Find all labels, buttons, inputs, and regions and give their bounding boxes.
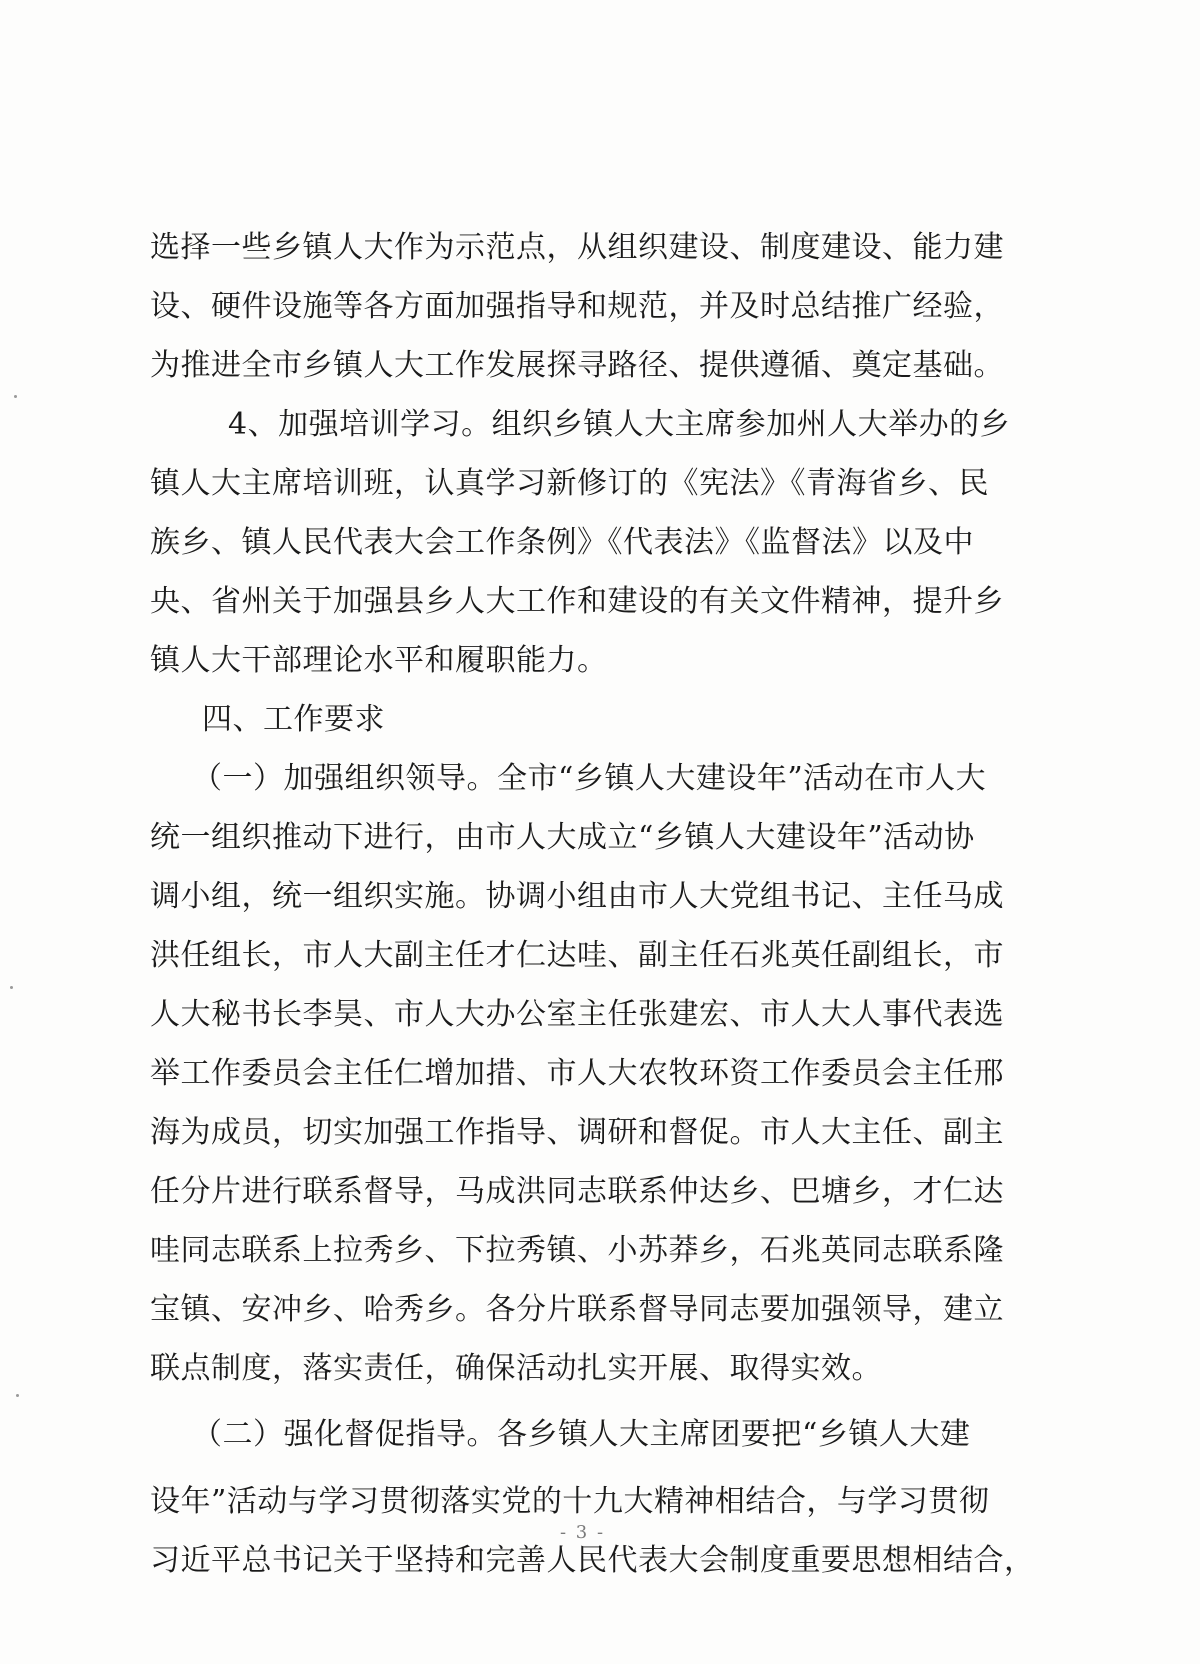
text-line: 海为成员，切实加强工作指导、调研和督促。市人大主任、副主	[150, 1115, 1004, 1150]
text-line: 设、硬件设施等各方面加强指导和规范，并及时总结推广经验，	[150, 289, 1004, 324]
text-line: 任分片进行联系督导，马成洪同志联系仲达乡、巴塘乡，才仁达	[150, 1174, 1004, 1209]
scan-speck	[14, 395, 17, 398]
section-heading-work-requirements: 四、工作要求	[202, 702, 385, 737]
text-line: 人大秘书长李昊、市人大办公室主任张建宏、市人大人事代表选	[150, 997, 1004, 1032]
text-line: 宝镇、安冲乡、哈秀乡。各分片联系督导同志要加强领导，建立	[150, 1292, 1004, 1327]
text-line: 镇人大干部理论水平和履职能力。	[150, 643, 608, 678]
text-line: 统一组织推动下进行，由市人大成立“乡镇人大建设年”活动协	[150, 820, 975, 855]
text-line: 选择一些乡镇人大作为示范点，从组织建设、制度建设、能力建	[150, 230, 1004, 265]
page-number: - 3 -	[560, 1522, 606, 1543]
text-line: 族乡、镇人民代表大会工作条例》《代表法》《监督法》以及中	[150, 525, 974, 560]
scan-speck	[10, 986, 13, 989]
section-item-4-heading: 4、加强培训学习。组织乡镇人大主席参加州人大举办的乡	[228, 407, 1011, 442]
text-line: 举工作委员会主任仁增加措、市人大农牧环资工作委员会主任邢	[150, 1056, 1004, 1091]
document-body	[150, 218, 1035, 1590]
subsection-heading-2: （二）强化督促指导。各乡镇人大主席团要把“乡镇人大建	[192, 1417, 971, 1452]
text-line: 习近平总书记关于坚持和完善人民代表大会制度重要思想相结合，	[150, 1543, 1035, 1578]
scan-speck	[16, 1394, 19, 1397]
text-line: 洪任组长，市人大副主任才仁达哇、副主任石兆英任副组长，市	[150, 938, 1004, 973]
text-line: 设年”活动与学习贯彻落实党的十九大精神相结合，与学习贯彻	[150, 1484, 990, 1519]
subsection-heading-1: （一）加强组织领导。全市“乡镇人大建设年”活动在市人大	[192, 761, 987, 796]
text-line: 央、省州关于加强县乡人大工作和建设的有关文件精神，提升乡	[150, 584, 1004, 619]
text-line: 哇同志联系上拉秀乡、下拉秀镇、小苏莽乡，石兆英同志联系隆	[150, 1233, 1004, 1268]
text-line: 联点制度，落实责任，确保活动扎实开展、取得实效。	[150, 1351, 882, 1386]
text-line: 调小组，统一组织实施。协调小组由市人大党组书记、主任马成	[150, 879, 1004, 914]
text-line: 镇人大主席培训班，认真学习新修订的《宪法》《青海省乡、民	[150, 466, 989, 501]
text-line: 为推进全市乡镇人大工作发展探寻路径、提供遵循、奠定基础。	[150, 348, 1004, 383]
